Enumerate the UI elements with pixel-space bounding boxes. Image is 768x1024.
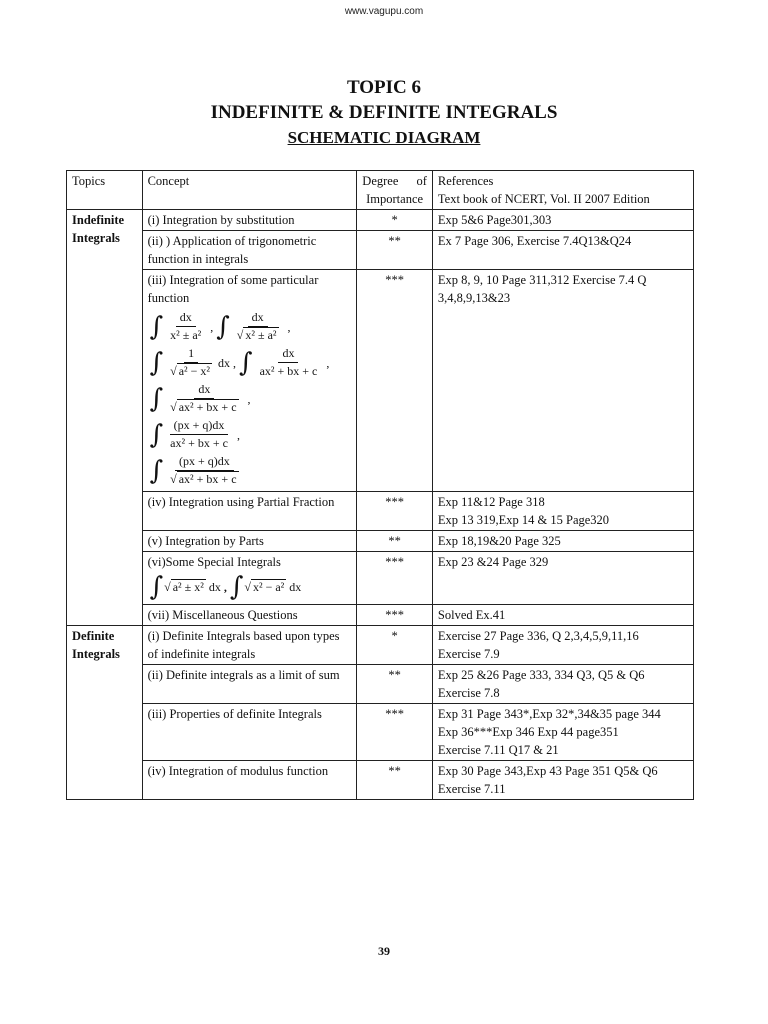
table-row — [67, 492, 694, 531]
table-row — [67, 210, 694, 231]
concept-cell: (v) Integration by Parts — [142, 531, 357, 552]
reference-cell: Exp 18,19&20 Page 325 — [432, 531, 693, 552]
site-url: www.vagupu.com — [344, 6, 424, 17]
degree-cell: * — [357, 626, 433, 665]
integral-sign: ∫ — [149, 455, 164, 486]
integral-sign: ∫ — [239, 347, 253, 378]
integral-sign: ∫ — [149, 572, 164, 602]
header-concept: Concept — [142, 171, 357, 210]
reference-cell — [432, 626, 693, 665]
degree-cell: ** — [357, 665, 433, 704]
topic-indefinite-line2: Integrals — [72, 231, 120, 245]
degree-cell: ** — [357, 531, 433, 552]
concept-cell-particular-functions — [142, 270, 357, 492]
fraction: $\frac{(px + q)dx}{\text{ax² + bx + c}}$ — [170, 418, 228, 450]
degree-cell: *** — [357, 605, 433, 626]
page-title: INDEFINITE & DEFINITE INTEGRALS — [210, 102, 558, 123]
header-degree — [357, 171, 433, 210]
integral-sign: ∫ — [149, 347, 164, 378]
reference-line: Exp 13 319,Exp 14 & 15 Page320 — [437, 513, 610, 527]
reference-line: Exercise 27 Page 336, Q 2,3,4,5,9,11,16 — [437, 629, 639, 643]
fraction: $\frac{dx}{\text{x² ± a²}}$ — [170, 310, 202, 342]
header-degree-of: of — [416, 174, 427, 188]
concept-cell: (i) Definite Integrals based upon types of indefinite integrals — [142, 626, 357, 665]
concept-cell: (vii) Miscellaneous Questions — [142, 605, 357, 626]
concept-text: (iii) Integration of some particular function — [147, 273, 319, 305]
table-row — [67, 270, 694, 492]
header-importance: Importance — [366, 192, 424, 206]
reference-line: Exercise 7.8 — [437, 686, 500, 700]
formula-line: ∫ √ a² ± x² dx , ∫ √ x² − a² dx — [149, 572, 302, 602]
concept-cell: (iii) Properties of definite Integrals — [142, 704, 357, 761]
degree-cell: * — [357, 210, 433, 231]
reference-cell: Exp 8, 9, 10 Page 311,312 Exercise 7.4 Q 3,4,8,9,13&23 — [432, 270, 693, 492]
reference-line: Exercise 7.9 — [437, 647, 500, 661]
table-row — [67, 552, 694, 605]
formula-line: ∫ $\frac{dx}{\text{x² ± a²}}$ , ∫ $\frac{dx}{\text{√ x² ± a²}}$ , — [149, 310, 291, 342]
reference-line: Exp 25 &26 Page 333, 334 Q3, Q5 & Q6 — [437, 668, 645, 682]
title-block — [0, 76, 768, 150]
formula-line — [150, 454, 352, 487]
table-row — [67, 704, 694, 761]
reference-line: Exp 30 Page 343,Exp 43 Page 351 Q5& Q6 — [437, 764, 658, 778]
reference-cell: Exp 23 &24 Page 329 — [432, 552, 693, 605]
reference-cell: Exp 5&6 Page301,303 — [432, 210, 693, 231]
integral-sign: ∫ — [216, 311, 230, 342]
table-row — [67, 231, 694, 270]
concept-cell: (iv) Integration of modulus function — [142, 761, 357, 800]
formula-line: ∫ $\frac{1}{\text{√ a² − x²}}$ dx , ∫ $\frac{dx}{\text{ax² + bx + c}}$ , — [149, 346, 330, 378]
page-number: 39 — [378, 944, 390, 958]
fraction: $\frac{dx}{\text{ax² + bx + c}}$ — [259, 346, 318, 378]
reference-cell: Ex 7 Page 306, Exercise 7.4Q13&Q24 — [432, 231, 693, 270]
concept-cell: (i) Integration by substitution — [142, 210, 357, 231]
degree-cell: *** — [357, 552, 433, 605]
reference-line: Exp 11&12 Page 318 — [437, 495, 545, 509]
fraction: $\frac{(px + q)dx}{\text{√ ax² + bx + c}}$ — [170, 454, 237, 486]
reference-line: Exercise 7.11 — [437, 782, 506, 796]
topic-definite — [67, 626, 143, 800]
reference-cell — [432, 492, 693, 531]
topic-indefinite — [67, 210, 143, 626]
degree-cell: *** — [357, 270, 433, 492]
degree-cell: ** — [357, 231, 433, 270]
fraction: $\frac{dx}{\text{√ x² ± a²}}$ — [236, 310, 277, 342]
reference-cell — [432, 665, 693, 704]
concept-cell-special-integrals — [142, 552, 357, 605]
formula-line: ∫ $\frac{dx}{\text{√ ax² + bx + c}}$ , — [149, 382, 251, 414]
table-row — [67, 665, 694, 704]
integral-sign: ∫ — [149, 419, 164, 450]
formula-list — [150, 574, 352, 600]
page-subtitle: SCHEMATIC DIAGRAM — [287, 128, 481, 147]
degree-cell: *** — [357, 492, 433, 531]
table-header-row — [67, 171, 694, 210]
topic-indefinite-line1: Indefinite — [72, 213, 125, 227]
topic-title: TOPIC 6 — [346, 77, 422, 98]
formula-list — [150, 310, 352, 487]
schematic-table — [66, 170, 694, 800]
concept-cell: (iv) Integration using Partial Fraction — [142, 492, 357, 531]
integral-sign: ∫ — [149, 311, 164, 342]
table-row — [67, 531, 694, 552]
concept-text: (vi)Some Special Integrals — [147, 555, 281, 569]
reference-line: Exercise 7.11 Q17 & 21 — [437, 743, 559, 757]
reference-cell: Solved Ex.41 — [432, 605, 693, 626]
integral-sign: ∫ — [229, 572, 244, 602]
header-degree-word: Degree — [362, 174, 399, 188]
integral-sign: ∫ — [149, 383, 164, 414]
table-row — [67, 626, 694, 665]
header-references-title: References — [437, 174, 494, 188]
topic-definite-line1: Definite — [72, 629, 115, 643]
formula-line: ∫ $\frac{(px + q)dx}{\text{ax² + bx + c}}$ , — [149, 418, 240, 450]
reference-line: Exp 31 Page 343*,Exp 32*,34&35 page 344 — [437, 707, 661, 721]
header-topics: Topics — [67, 171, 143, 210]
table-row — [67, 761, 694, 800]
topic-definite-line2: Integrals — [72, 647, 120, 661]
degree-cell: *** — [357, 704, 433, 761]
header-references-source: Text book of NCERT, Vol. II 2007 Edition — [437, 192, 650, 206]
reference-cell — [432, 761, 693, 800]
reference-cell — [432, 704, 693, 761]
header-references — [432, 171, 693, 210]
reference-line: Exp 36***Exp 346 Exp 44 page351 — [437, 725, 619, 739]
degree-cell: ** — [357, 761, 433, 800]
fraction: $\frac{dx}{\text{√ ax² + bx + c}}$ — [170, 382, 237, 414]
concept-cell: (ii) ) Application of trigonometric function in integrals — [142, 231, 357, 270]
concept-cell: (ii) Definite integrals as a limit of sum — [142, 665, 357, 704]
fraction: $\frac{1}{\text{√ a² − x²}}$ — [170, 346, 211, 378]
table-row — [67, 605, 694, 626]
